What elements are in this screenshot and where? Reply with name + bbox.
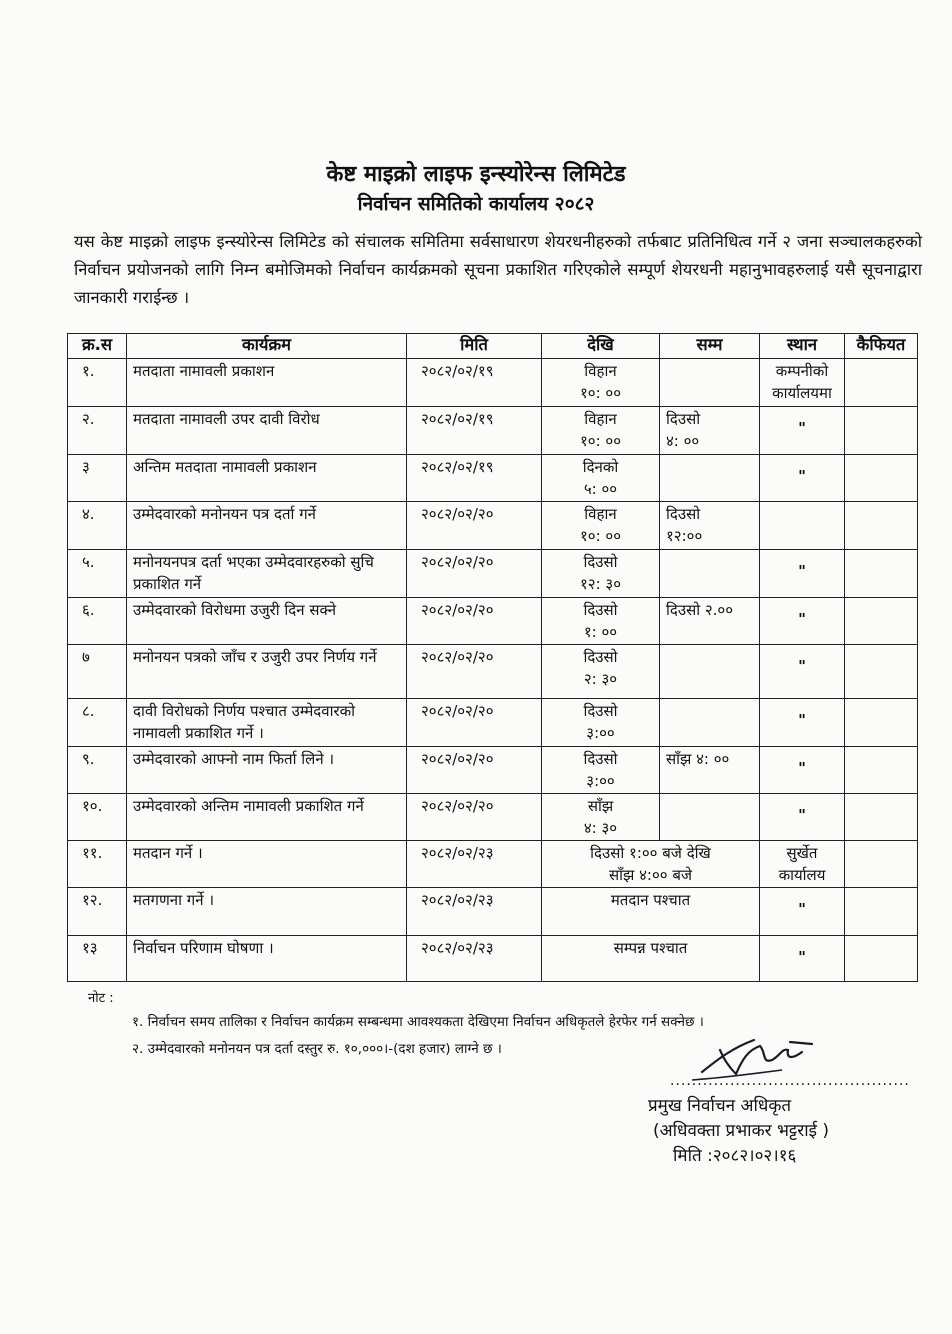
table-row bbox=[68, 841, 918, 888]
row-to bbox=[660, 794, 760, 841]
row-program: दावी विरोधको निर्णय पश्चात उम्मेदवारको नामावली प्रकाशित गर्ने । bbox=[127, 699, 407, 747]
row-date: २०८२/०२/२० bbox=[407, 794, 542, 841]
row-sn: ४. bbox=[68, 502, 127, 550]
table-row bbox=[68, 598, 918, 645]
row-remarks bbox=[845, 888, 918, 936]
row-from: विहान १०: ०० bbox=[542, 502, 660, 550]
table-header-row bbox=[68, 334, 918, 359]
row-sn: १२. bbox=[68, 888, 127, 936]
table-row bbox=[68, 502, 918, 550]
row-date: २०८२/०२/२० bbox=[407, 747, 542, 794]
row-sn: १. bbox=[68, 359, 127, 407]
row-date: २०८२/०२/२० bbox=[407, 502, 542, 550]
row-to: दिउसो १२:०० bbox=[660, 502, 760, 550]
row-to: साँझ ४: ०० bbox=[660, 747, 760, 794]
row-time: सम्पन्न पश्चात bbox=[542, 936, 760, 982]
row-sn: १३ bbox=[68, 936, 127, 982]
row-program: अन्तिम मतदाता नामावली प्रकाशन bbox=[127, 455, 407, 502]
row-from: साँझ ४: ३० bbox=[542, 794, 660, 841]
row-remarks bbox=[845, 936, 918, 982]
table-row bbox=[68, 747, 918, 794]
row-date: २०८२/०२/२० bbox=[407, 550, 542, 598]
row-to bbox=[660, 645, 760, 699]
table-row bbox=[68, 359, 918, 407]
row-place: सुर्खेत कार्यालय bbox=[760, 841, 845, 888]
row-remarks bbox=[845, 598, 918, 645]
row-program: उम्मेदवारको अन्तिम नामावली प्रकाशित गर्ने bbox=[127, 794, 407, 841]
header-date: मिति bbox=[407, 334, 542, 359]
row-place: " bbox=[760, 455, 845, 502]
header-sn: क्र.स bbox=[68, 334, 127, 359]
row-from: दिउसो ३:०० bbox=[542, 699, 660, 747]
row-to: दिउसो २.०० bbox=[660, 598, 760, 645]
row-to bbox=[660, 699, 760, 747]
row-date: २०८२/०२/१९ bbox=[407, 407, 542, 455]
row-remarks bbox=[845, 359, 918, 407]
intro-paragraph: यस केष्ट माइक्रो लाइफ इन्स्योरेन्स लिमिटेड को संचालक समितिमा सर्वसाधारण शेयरधनीहरुको तर्फबाट प्रतिनिधित्व गर्ने २ जना सञ्चालकहरुको निर्वाचन प्रयोजनको लागि निम्न बमोजिमको निर्वाचन कार्यक्रमको सूचना प्रकाशित गरिएकोले सम्पूर्ण शेयरधनी महानुभावहरुलाई यसै सूचनाद्वारा जानकारी गराईन्छ । bbox=[74, 232, 922, 307]
row-sn: ५. bbox=[68, 550, 127, 598]
table-row bbox=[68, 455, 918, 502]
row-place: " bbox=[760, 699, 845, 747]
row-remarks bbox=[845, 747, 918, 794]
row-program: मतगणना गर्ने । bbox=[127, 888, 407, 936]
header-to: सम्म bbox=[660, 334, 760, 359]
row-program: मतदाता नामावली उपर दावी विरोध bbox=[127, 407, 407, 455]
row-place: " bbox=[760, 888, 845, 936]
row-program: मतदान गर्ने । bbox=[127, 841, 407, 888]
table-row bbox=[68, 645, 918, 699]
header-from: देखि bbox=[542, 334, 660, 359]
row-sn: ६. bbox=[68, 598, 127, 645]
row-date: २०८२/०२/२० bbox=[407, 699, 542, 747]
row-sn: ८. bbox=[68, 699, 127, 747]
row-sn: ७ bbox=[68, 645, 127, 699]
row-to bbox=[660, 455, 760, 502]
row-place: " bbox=[760, 598, 845, 645]
row-program: उम्मेदवारको मनोनयन पत्र दर्ता गर्ने bbox=[127, 502, 407, 550]
election-schedule-table bbox=[67, 333, 918, 982]
row-place: " bbox=[760, 550, 845, 598]
row-program: उम्मेदवारको विरोधमा उजुरी दिन सक्ने bbox=[127, 598, 407, 645]
row-remarks bbox=[845, 407, 918, 455]
table-row bbox=[68, 794, 918, 841]
signatory-name: (अधिवक्ता प्रभाकर भट्टराई ) bbox=[653, 1121, 829, 1141]
row-from: दिउसो १२: ३० bbox=[542, 550, 660, 598]
row-date: २०८२/०२/२० bbox=[407, 598, 542, 645]
row-remarks bbox=[845, 794, 918, 841]
row-date: २०८२/०२/१९ bbox=[407, 359, 542, 407]
row-remarks bbox=[845, 550, 918, 598]
row-from: दिउसो २: ३० bbox=[542, 645, 660, 699]
row-to bbox=[660, 359, 760, 407]
row-place bbox=[760, 502, 845, 550]
row-date: २०८२/०२/१९ bbox=[407, 455, 542, 502]
office-title: निर्वाचन समितिको कार्यालय २०८२ bbox=[357, 193, 595, 215]
row-date: २०८२/०२/२३ bbox=[407, 936, 542, 982]
row-from: दिउसो ३:०० bbox=[542, 747, 660, 794]
row-date: २०८२/०२/२३ bbox=[407, 888, 542, 936]
header-place: स्थान bbox=[760, 334, 845, 359]
table-row bbox=[68, 888, 918, 936]
row-program: मनोनयन पत्रको जाँच र उजुरी उपर निर्णय गर्ने bbox=[127, 645, 407, 699]
row-sn: ९. bbox=[68, 747, 127, 794]
row-from: दिनको ५: ०० bbox=[542, 455, 660, 502]
row-to: दिउसो ४: ०० bbox=[660, 407, 760, 455]
row-place: " bbox=[760, 936, 845, 982]
row-place: " bbox=[760, 407, 845, 455]
signature-line: ............................................ bbox=[670, 1073, 910, 1089]
note-item: २. उम्मेदवारको मनोनयन पत्र दर्ता दस्तुर रु. १०,०००।-(दश हजार) लाग्ने छ । bbox=[132, 1041, 502, 1057]
row-sn: ३ bbox=[68, 455, 127, 502]
row-remarks bbox=[845, 502, 918, 550]
row-place: " bbox=[760, 747, 845, 794]
row-remarks bbox=[845, 645, 918, 699]
row-place: " bbox=[760, 794, 845, 841]
row-program: निर्वाचन परिणाम घोषणा । bbox=[127, 936, 407, 982]
header-remarks: कैफियत bbox=[845, 334, 918, 359]
row-time: दिउसो १:०० बजे देखि साँझ ४:०० बजे bbox=[542, 841, 760, 888]
row-time: मतदान पश्चात bbox=[542, 888, 760, 936]
row-from: विहान १०: ०० bbox=[542, 359, 660, 407]
table-row bbox=[68, 407, 918, 455]
signature-date: मिति :२०८२।०२।१६ bbox=[673, 1146, 797, 1166]
row-date: २०८२/०२/२३ bbox=[407, 841, 542, 888]
row-from: दिउसो १: ०० bbox=[542, 598, 660, 645]
header-program: कार्यक्रम bbox=[127, 334, 407, 359]
signatory-title: प्रमुख निर्वाचन अधिकृत bbox=[648, 1096, 792, 1116]
notes-label: नोट : bbox=[88, 991, 114, 1006]
note-item: १. निर्वाचन समय तालिका र निर्वाचन कार्यक्रम सम्बन्धमा आवश्यकता देखिएमा निर्वाचन अधिकृतले हेरफेर गर्न सक्नेछ । bbox=[132, 1014, 704, 1030]
row-sn: ११. bbox=[68, 841, 127, 888]
row-place: " bbox=[760, 645, 845, 699]
row-remarks bbox=[845, 455, 918, 502]
row-remarks bbox=[845, 841, 918, 888]
row-remarks bbox=[845, 699, 918, 747]
company-title: केष्ट माइक्रो लाइफ इन्स्योरेन्स लिमिटेड bbox=[326, 162, 626, 187]
row-sn: २. bbox=[68, 407, 127, 455]
row-sn: १०. bbox=[68, 794, 127, 841]
row-from: विहान १०: ०० bbox=[542, 407, 660, 455]
table-row bbox=[68, 936, 918, 982]
row-program: मनोनयनपत्र दर्ता भएका उम्मेदवारहरुको सुचि प्रकाशित गर्ने bbox=[127, 550, 407, 598]
row-date: २०८२/०२/२० bbox=[407, 645, 542, 699]
row-program: उम्मेदवारको आफ्नो नाम फिर्ता लिने । bbox=[127, 747, 407, 794]
table-row bbox=[68, 550, 918, 598]
table-row bbox=[68, 699, 918, 747]
row-to bbox=[660, 550, 760, 598]
row-program: मतदाता नामावली प्रकाशन bbox=[127, 359, 407, 407]
row-place: कम्पनीको कार्यालयमा bbox=[760, 359, 845, 407]
